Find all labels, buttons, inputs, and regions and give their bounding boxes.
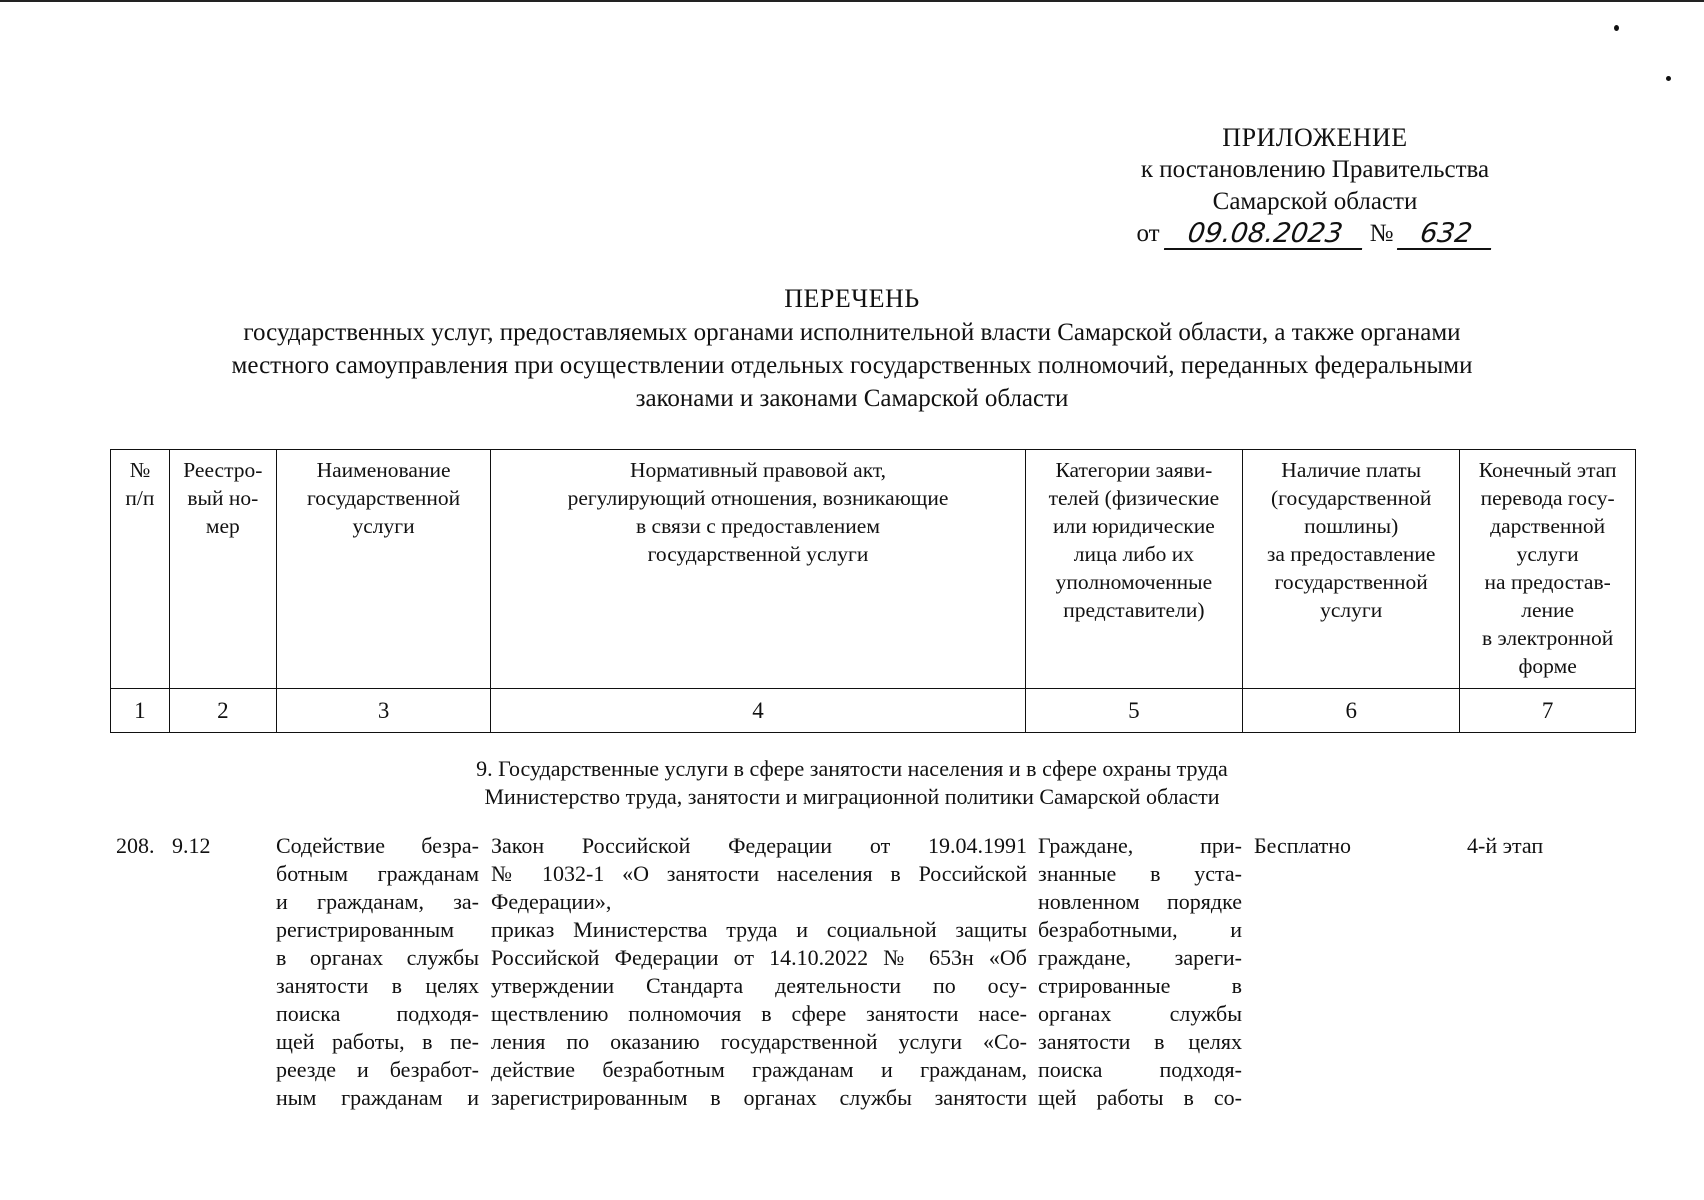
category-line: безработными, и: [1038, 917, 1242, 942]
handwritten-number: 632: [1397, 220, 1495, 250]
attachment-date-line: [1137, 218, 1494, 250]
service-name-line: щей работы, в пе-: [276, 1029, 479, 1054]
document-title: ПЕРЕЧЕНЬ: [784, 284, 920, 313]
column-number: 1: [111, 689, 170, 733]
header-text: п/п: [125, 486, 155, 510]
header-text: форме: [1518, 654, 1577, 678]
header-row: [111, 450, 1636, 689]
column-number: 7: [1460, 689, 1636, 733]
date-prefix: от: [1136, 220, 1160, 247]
header-text: вый но-: [187, 486, 259, 510]
legal-act-line: приказ Министерства труда и социальной защиты: [491, 917, 1027, 942]
category-line: органах службы: [1038, 1001, 1242, 1026]
category-line: знанные в уста-: [1038, 861, 1242, 886]
service-name-line: в органах службы: [276, 945, 479, 970]
header-text: государственной: [306, 486, 461, 510]
service-name-line: ным гражданам и: [276, 1085, 479, 1110]
legal-act-line: Федерации»,: [491, 889, 612, 914]
service-name-line: занятости в целях: [276, 973, 479, 998]
scan-speck: [1614, 25, 1619, 31]
category-line: новленном порядке: [1038, 889, 1242, 914]
services-table-header: [110, 449, 1636, 733]
header-text: ление: [1521, 598, 1575, 622]
legal-act-line: зарегистрированным в органах службы занятости: [491, 1085, 1027, 1110]
row-service-name: [276, 832, 479, 1112]
header-text: услуги: [352, 514, 415, 538]
attachment-block: [1090, 122, 1540, 250]
header-text: Реестро-: [183, 458, 263, 482]
header-cell-fee: [1243, 450, 1460, 689]
section-title: 9. Государственные услуги в сфере занятости населения и в сфере охраны труда: [476, 756, 1228, 781]
header-text: представители): [1063, 598, 1205, 622]
legal-act-line: Российской Федерации от 14.10.2022 № 653н «Об: [491, 945, 1027, 970]
header-cell-registry: [169, 450, 276, 689]
heading-line-2: местного самоуправления при осуществлении отдельных государственных полномочий, переданных федеральными: [231, 352, 1473, 379]
header-text: Наименование: [316, 458, 451, 482]
header-text: в связи с предоставлением: [636, 514, 880, 538]
row-number: 208.: [116, 833, 155, 858]
header-text: телей (физические: [1048, 486, 1220, 510]
legal-act-line: Закон Российской Федерации от 19.04.1991: [491, 833, 1027, 858]
row-legal-act: [491, 832, 1027, 1112]
service-name-line: поиска подходя-: [276, 1001, 479, 1026]
header-text: за предоставление: [1266, 542, 1436, 566]
category-line: поиска подходя-: [1038, 1057, 1242, 1082]
header-cell-service-name: [276, 450, 490, 689]
legal-act-line: утверждении Стандарта деятельности по осу-: [491, 973, 1027, 998]
header-text: уполномоченные: [1055, 570, 1213, 594]
row-registry-number: 9.12: [172, 833, 211, 858]
category-line: занятости в целях: [1038, 1029, 1242, 1054]
row-fee: Бесплатно: [1254, 833, 1352, 858]
column-number-row: [111, 689, 1636, 733]
category-line: стрированные в: [1038, 973, 1242, 998]
header-text: перевода госу-: [1480, 486, 1615, 510]
section-heading: [100, 755, 1604, 811]
header-cell-number: [111, 450, 170, 689]
scan-speck: [1666, 76, 1671, 81]
header-text: услуги: [1516, 542, 1579, 566]
column-number: 2: [169, 689, 276, 733]
column-number: 6: [1243, 689, 1460, 733]
header-text: государственной услуги: [647, 542, 869, 566]
heading-line-3: законами и законами Самарской области: [635, 385, 1069, 412]
header-text: мер: [205, 514, 240, 538]
header-text: (государственной: [1271, 486, 1432, 510]
service-name-line: Содействие безра-: [276, 833, 479, 858]
row-final-stage: 4-й этап: [1467, 833, 1544, 858]
scan-top-edge: [0, 0, 1704, 2]
header-cell-final-stage: [1460, 450, 1636, 689]
service-name-line: регистрированным: [276, 917, 455, 942]
header-text: лица либо их: [1073, 542, 1195, 566]
column-number: 5: [1025, 689, 1242, 733]
category-line: Граждане, при-: [1038, 833, 1242, 858]
header-text: Нормативный правовой акт,: [629, 458, 887, 482]
legal-act-line: № 1032-1 «О занятости населения в Российской: [491, 861, 1027, 886]
header-text: государственной: [1274, 570, 1428, 594]
header-text: услуги: [1320, 598, 1383, 622]
row-applicant-categories: [1038, 832, 1242, 1112]
header-text: на предостав-: [1484, 570, 1611, 594]
header-text: Конечный этап: [1478, 458, 1617, 482]
service-name-line: и гражданам, за-: [276, 889, 479, 914]
header-text: №: [129, 458, 151, 482]
header-text: Категории заяви-: [1055, 458, 1213, 482]
attachment-title: ПРИЛОЖЕНИЕ: [1222, 123, 1408, 152]
header-text: Наличие платы: [1281, 458, 1422, 482]
section-ministry: Министерство труда, занятости и миграционной политики Самарской области: [484, 784, 1220, 809]
header-cell-legal-act: [491, 450, 1025, 689]
number-prefix: №: [1369, 220, 1394, 247]
header-text: регулирующий отношения, возникающие: [567, 486, 949, 510]
handwritten-date: 09.08.2023: [1164, 220, 1366, 250]
category-line: граждане, зареги-: [1038, 945, 1242, 970]
category-line: щей работы в со-: [1038, 1085, 1242, 1110]
legal-act-line: действие безработным гражданам и гражданам,: [491, 1057, 1027, 1082]
service-name-line: ботным гражданам: [276, 861, 479, 886]
attachment-line-2: Самарской области: [1212, 188, 1418, 215]
attachment-line-1: к постановлению Правительства: [1140, 156, 1490, 183]
header-text: в электронной: [1482, 626, 1614, 650]
header-text: дарственной: [1490, 514, 1606, 538]
legal-act-line: ления по оказанию государственной услуги «Со-: [491, 1029, 1027, 1054]
column-number: 3: [276, 689, 490, 733]
header-text: пошлины): [1304, 514, 1399, 538]
service-name-line: реезде и безработ-: [276, 1057, 479, 1082]
column-number: 4: [491, 689, 1025, 733]
header-text: или юридические: [1053, 514, 1215, 538]
header-cell-applicant-categories: [1025, 450, 1242, 689]
document-heading: [100, 282, 1604, 415]
heading-line-1: государственных услуг, предоставляемых органами исполнительной власти Самарской области, а также органами: [243, 319, 1461, 346]
legal-act-line: ществлению полномочия в сфере занятости насе-: [491, 1001, 1027, 1026]
